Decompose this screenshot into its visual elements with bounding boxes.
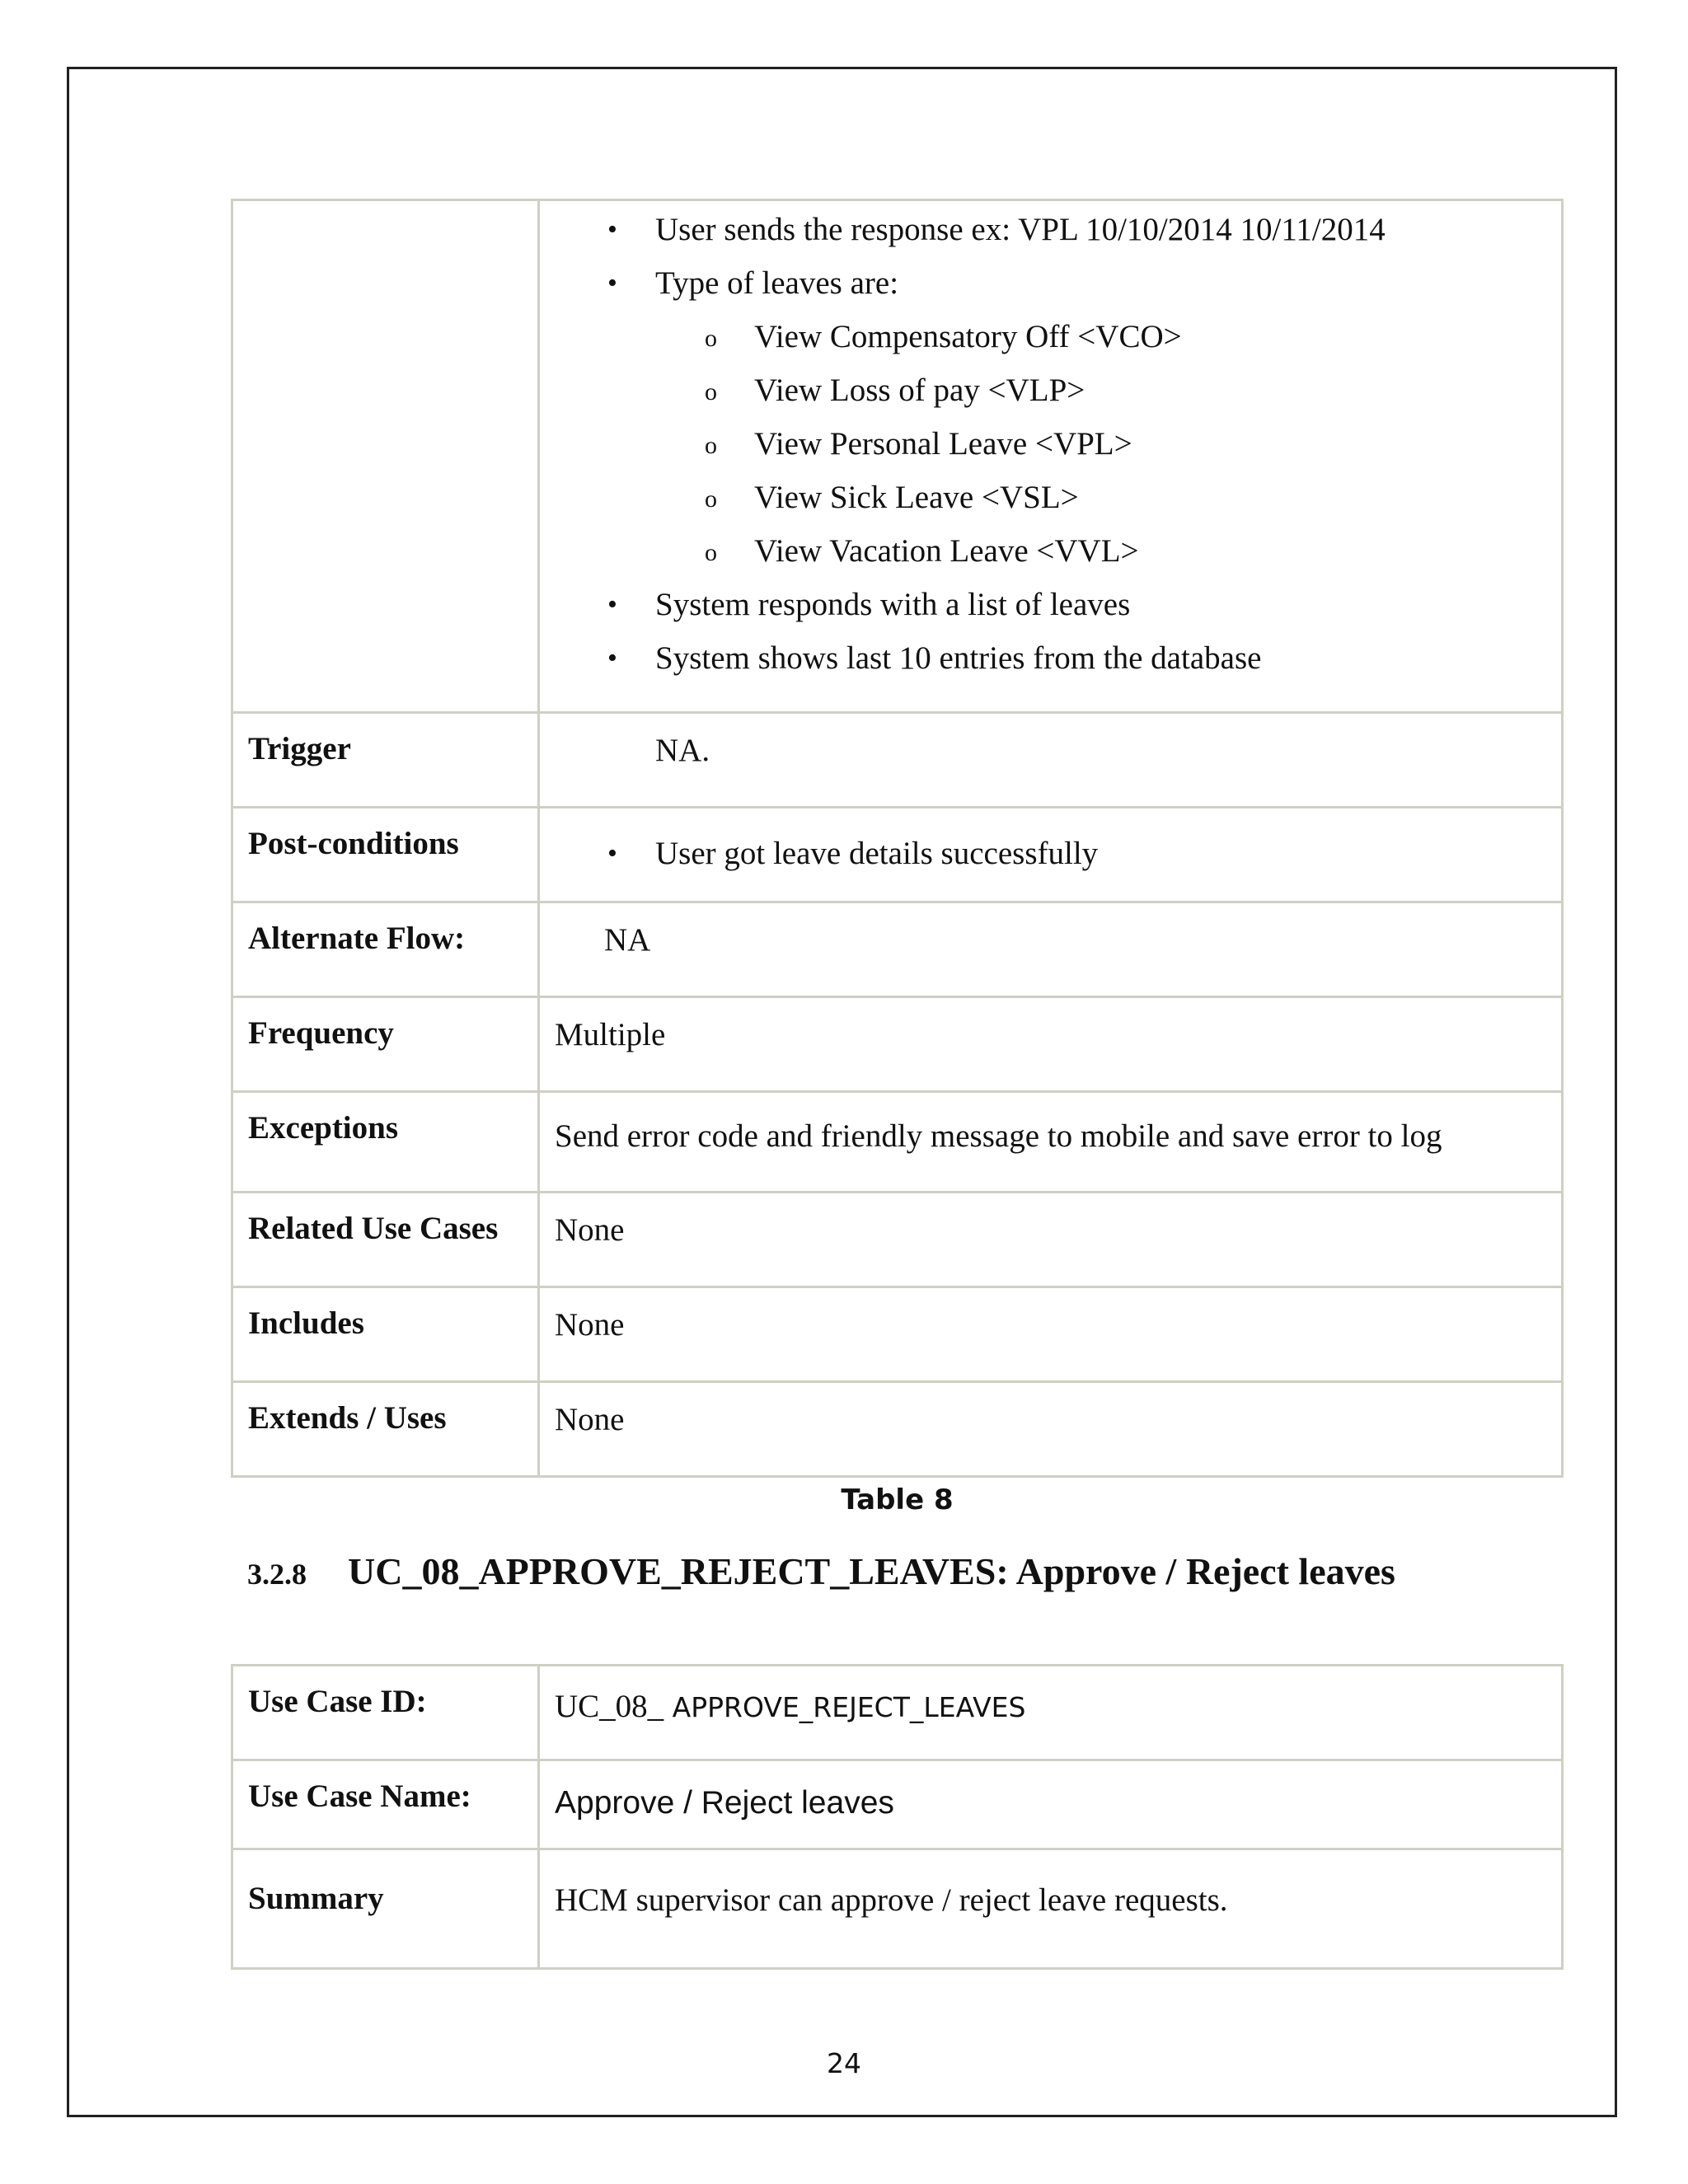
use-case-id-value — [539, 1666, 1563, 1760]
table-row-summary — [232, 1849, 1563, 1969]
list-item: o View Compensatory Off <VCO> — [754, 310, 1561, 363]
use-case-table — [231, 1664, 1564, 1970]
table-caption: Table 8 — [841, 1483, 954, 1516]
list-item: • User sends the response ex: VPL 10/10/2014 10/11/2014 — [655, 203, 1561, 256]
use-case-table-continued — [231, 199, 1564, 1478]
includes-label: Includes — [232, 1287, 539, 1382]
use-case-id-label: Use Case ID: — [232, 1666, 539, 1760]
section-heading — [247, 1549, 1395, 1593]
leave-types-list — [655, 310, 1561, 578]
exceptions-value: Send error code and friendly message to mobile and save error to log — [539, 1092, 1563, 1193]
exceptions-label: Exceptions — [232, 1092, 539, 1193]
table-row-exceptions — [232, 1092, 1563, 1193]
table-row-frequency — [232, 997, 1563, 1092]
list-item: o View Vacation Leave <VVL> — [754, 524, 1561, 578]
table-row-extends-uses — [232, 1382, 1563, 1477]
use-case-id-rest: APPROVE_REJECT_LEAVES — [663, 1691, 1026, 1723]
trigger-value: NA. — [539, 713, 1563, 808]
use-case-name-value: Approve / Reject leaves — [539, 1760, 1563, 1849]
table-row-alternate-flow — [232, 902, 1563, 997]
summary-value: HCM supervisor can approve / reject leave requests. — [539, 1849, 1563, 1969]
frequency-label: Frequency — [232, 997, 539, 1092]
flow-bullets — [540, 203, 1561, 569]
table-row-trigger — [232, 713, 1563, 808]
extends-uses-label: Extends / Uses — [232, 1382, 539, 1477]
list-item: • System shows last 10 entries from the database — [655, 631, 1561, 685]
use-case-name-label: Use Case Name: — [232, 1760, 539, 1849]
alternate-flow-label: Alternate Flow: — [232, 902, 539, 997]
includes-value: None — [539, 1287, 1563, 1382]
list-item: o View Sick Leave <VSL> — [754, 471, 1561, 524]
list-item: o View Personal Leave <VPL> — [754, 417, 1561, 471]
related-use-cases-value: None — [539, 1193, 1563, 1287]
table-row-use-case-name — [232, 1760, 1563, 1849]
trigger-label: Trigger — [232, 713, 539, 808]
post-conditions-label: Post-conditions — [232, 808, 539, 902]
table-row-related-use-cases — [232, 1193, 1563, 1287]
table-row-flow — [232, 200, 1563, 713]
alternate-flow-value: NA — [539, 902, 1563, 997]
section-number: 3.2.8 — [247, 1558, 307, 1591]
extends-uses-value: None — [539, 1382, 1563, 1477]
list-item: • User got leave details successfully — [655, 827, 1561, 880]
frequency-value: Multiple — [539, 997, 1563, 1092]
related-use-cases-label: Related Use Cases — [232, 1193, 539, 1287]
table-row-post-conditions — [232, 808, 1563, 902]
section-title: UC_08_APPROVE_REJECT_LEAVES: Approve / Reject leaves — [348, 1550, 1395, 1592]
flow-label-cell — [232, 200, 539, 713]
list-item: • System responds with a list of leaves — [655, 578, 1561, 631]
flow-cell — [539, 200, 1563, 713]
list-item: • Type of leaves are: o View Compensatory Off <VCO> o View Loss of pay <VLP> o View Personal Leave <VPL> o View Sick Leave <VSL> o View Vacation Leave <VVL> — [655, 256, 1561, 310]
summary-label: Summary — [232, 1849, 539, 1969]
flow-bullets-bottom — [540, 578, 1561, 685]
list-item: o View Loss of pay <VLP> — [754, 363, 1561, 417]
post-conditions-list — [540, 827, 1561, 880]
page-number: 24 — [827, 2047, 861, 2079]
post-conditions-value-cell — [539, 808, 1563, 902]
use-case-id-prefix: UC_08_ — [555, 1689, 664, 1724]
table-row-includes — [232, 1287, 1563, 1382]
table-row-use-case-id — [232, 1666, 1563, 1760]
